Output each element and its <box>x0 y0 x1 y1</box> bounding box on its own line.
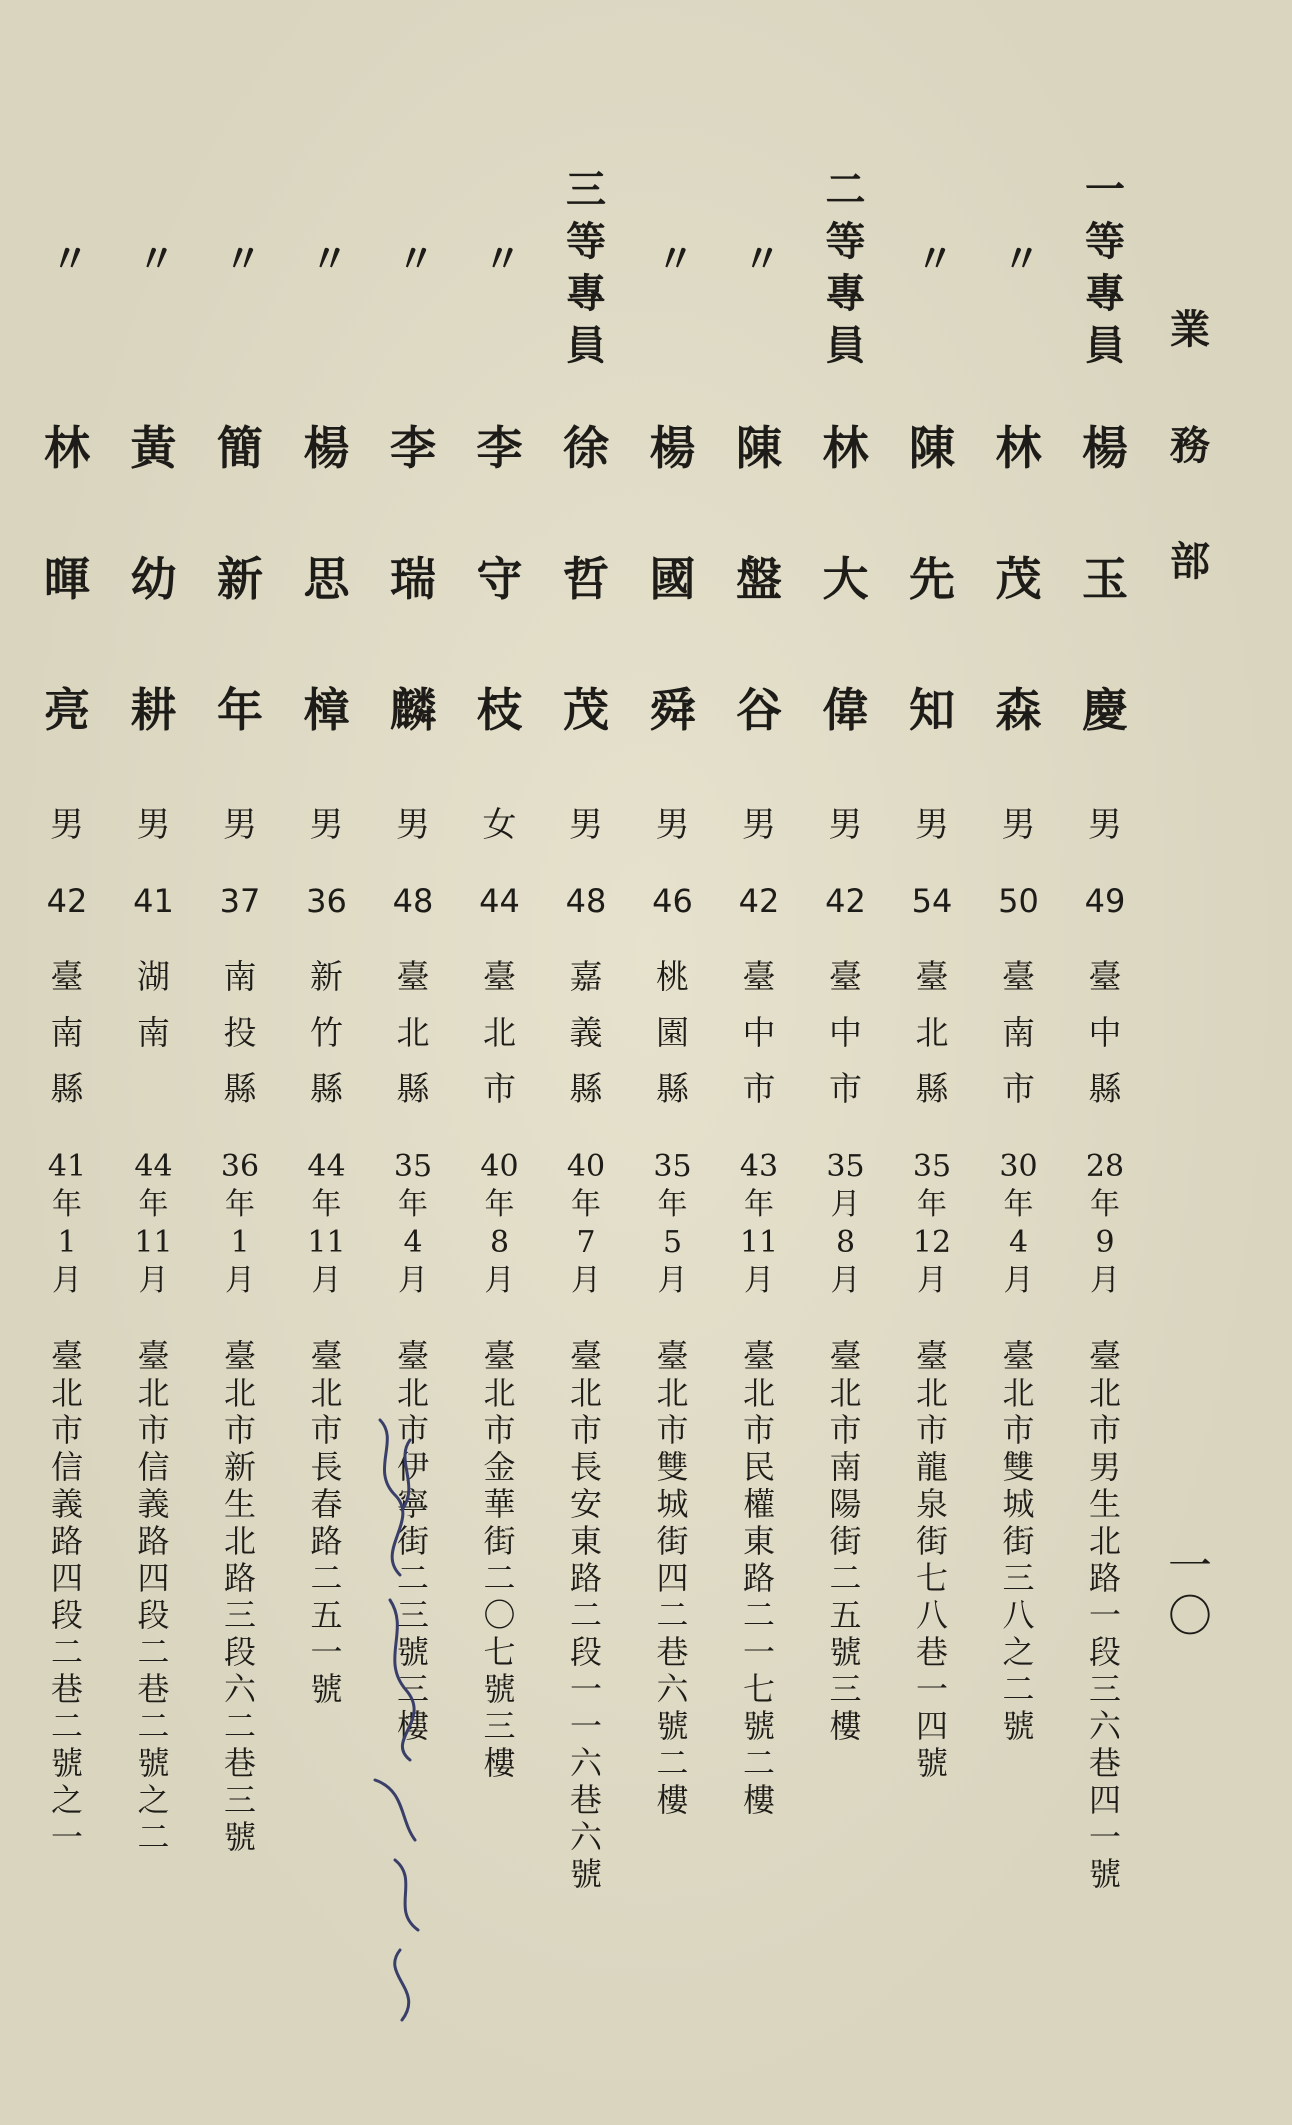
staff-address: 臺 北 市 伊 寧 街 二 三 號 三 樓 <box>396 1337 429 1745</box>
staff-age: 54 <box>911 882 953 920</box>
ditto-mark: 〃 <box>915 236 948 281</box>
staff-address: 臺 北 市 雙 城 街 四 二 巷 六 號 二 樓 <box>656 1337 689 1819</box>
staff-name: 林 茂 森 <box>995 421 1042 737</box>
staff-name: 李 守 枝 <box>476 421 523 737</box>
staff-name: 楊 玉 慶 <box>1082 421 1128 737</box>
staff-birthplace: 臺 中 縣 <box>1088 957 1122 1108</box>
staff-sex: 女 <box>482 805 517 845</box>
staff-age: 46 <box>652 882 693 920</box>
staff-sex: 男 <box>828 805 863 845</box>
staff-birthplace: 新 竹 縣 <box>310 957 343 1108</box>
staff-birthplace: 南 投 縣 <box>223 957 257 1108</box>
department-heading: 業 務 部 <box>1170 306 1210 585</box>
staff-date: 30 年 4 月 <box>999 1149 1038 1298</box>
staff-sex: 男 <box>309 805 344 845</box>
staff-age: 41 <box>133 882 174 920</box>
staff-birthplace: 臺 南 縣 <box>50 957 84 1108</box>
roster-column <box>892 0 972 2125</box>
roster-column <box>27 0 107 2125</box>
roster-column <box>200 0 280 2125</box>
staff-birthplace: 湖 南 <box>137 957 170 1052</box>
staff-birthplace: 臺 北 縣 <box>396 957 430 1108</box>
staff-date: 35 年 12 月 <box>912 1149 952 1298</box>
staff-age: 48 <box>392 882 434 920</box>
ditto-mark: 〃 <box>1002 236 1035 281</box>
staff-sex: 男 <box>223 805 257 845</box>
roster-column <box>546 0 626 2125</box>
staff-address: 臺 北 市 南 陽 街 二 五 號 三 樓 <box>829 1337 862 1745</box>
staff-birthplace: 臺 中 市 <box>829 957 862 1108</box>
staff-date: 36 年 1 月 <box>220 1149 260 1298</box>
roster-column <box>806 0 886 2125</box>
staff-age: 37 <box>219 882 261 920</box>
staff-address: 臺 北 市 新 生 北 路 三 段 六 二 巷 三 號 <box>223 1337 256 1856</box>
handwritten-annotation <box>340 1400 460 2040</box>
staff-birthplace: 臺 中 市 <box>742 957 776 1108</box>
staff-age: 42 <box>738 882 780 920</box>
staff-date: 43 年 11 月 <box>739 1149 779 1298</box>
ditto-mark: 〃 <box>483 236 516 281</box>
staff-birthplace: 臺 北 縣 <box>915 957 949 1108</box>
staff-sex: 男 <box>50 805 84 845</box>
staff-name: 楊 國 舜 <box>649 421 696 737</box>
staff-age: 49 <box>1084 882 1126 920</box>
ditto-mark: 〃 <box>742 236 775 281</box>
staff-birthplace: 臺 北 市 <box>483 957 516 1108</box>
staff-name: 林 暉 亮 <box>44 421 90 737</box>
staff-address: 臺 北 市 男 生 北 路 一 段 三 六 巷 四 一 號 <box>1088 1337 1121 1893</box>
staff-address: 臺 北 市 信 義 路 四 段 二 巷 二 號 之 二 <box>137 1337 170 1856</box>
staff-name: 黃 幼 耕 <box>130 421 177 737</box>
staff-birthplace: 桃 園 縣 <box>656 957 689 1108</box>
staff-birthplace: 臺 南 市 <box>1002 957 1035 1108</box>
staff-age: 44 <box>479 882 520 920</box>
staff-address: 臺 北 市 民 權 東 路 二 一 七 號 二 樓 <box>742 1337 775 1819</box>
roster-column <box>460 0 540 2125</box>
staff-sex: 男 <box>742 805 776 845</box>
staff-sex: 男 <box>1001 805 1036 845</box>
staff-sex: 男 <box>136 805 171 845</box>
roster-column <box>633 0 713 2125</box>
staff-name: 陳 先 知 <box>909 421 955 737</box>
staff-age: 42 <box>46 882 88 920</box>
staff-date: 35 年 4 月 <box>393 1149 433 1298</box>
ditto-mark: 〃 <box>223 236 256 281</box>
staff-sex: 男 <box>915 805 949 845</box>
ditto-mark: 〃 <box>310 236 343 281</box>
staff-address: 臺 北 市 長 春 路 二 五 一 號 <box>310 1337 343 1708</box>
staff-name: 簡 新 年 <box>217 421 263 737</box>
ditto-mark: 〃 <box>396 236 429 281</box>
staff-birthplace: 嘉 義 縣 <box>569 957 603 1108</box>
staff-date: 28 年 9 月 <box>1085 1149 1125 1298</box>
page-number: 一 〇 <box>1168 1541 1212 1642</box>
rank-label: 三 等 專 員 <box>566 166 606 369</box>
staff-address: 臺 北 市 信 義 路 四 段 二 巷 二 號 之 一 <box>50 1337 83 1856</box>
staff-age: 50 <box>998 882 1039 920</box>
staff-address: 臺 北 市 長 安 東 路 二 段 一 一 六 巷 六 號 <box>569 1337 602 1893</box>
rank-label: 一 等 專 員 <box>1085 166 1125 369</box>
staff-date: 41 年 1 月 <box>47 1149 87 1298</box>
roster-column <box>1065 0 1145 2125</box>
staff-age: 48 <box>565 882 607 920</box>
roster-column <box>719 0 799 2125</box>
rank-label: 二 等 專 員 <box>825 166 866 369</box>
staff-sex: 男 <box>655 805 690 845</box>
staff-age: 36 <box>306 882 347 920</box>
staff-date: 44 年 11 月 <box>307 1149 346 1298</box>
staff-date: 44 年 11 月 <box>134 1149 173 1298</box>
staff-name: 陳 盤 谷 <box>736 421 782 737</box>
ditto-mark: 〃 <box>137 236 170 281</box>
staff-address: 臺 北 市 金 華 街 二 〇 七 號 三 樓 <box>483 1337 516 1782</box>
ditto-mark: 〃 <box>50 236 83 281</box>
staff-date: 35 月 8 月 <box>826 1149 865 1298</box>
staff-name: 徐 哲 茂 <box>563 421 609 737</box>
staff-name: 林 大 偉 <box>822 421 869 737</box>
staff-date: 35 年 5 月 <box>653 1149 692 1298</box>
staff-address: 臺 北 市 雙 城 街 三 八 之 二 號 <box>1002 1337 1035 1745</box>
staff-sex: 男 <box>1088 805 1122 845</box>
roster-column <box>114 0 194 2125</box>
staff-age: 42 <box>825 882 866 920</box>
staff-sex: 男 <box>569 805 603 845</box>
staff-sex: 男 <box>396 805 430 845</box>
staff-name: 楊 思 樟 <box>303 421 350 737</box>
staff-name: 李 瑞 麟 <box>390 421 436 737</box>
ditto-mark: 〃 <box>656 236 689 281</box>
staff-date: 40 年 7 月 <box>566 1149 606 1298</box>
staff-address: 臺 北 市 龍 泉 街 七 八 巷 一 四 號 <box>915 1337 948 1782</box>
staff-date: 40 年 8 月 <box>480 1149 519 1298</box>
roster-column <box>979 0 1059 2125</box>
